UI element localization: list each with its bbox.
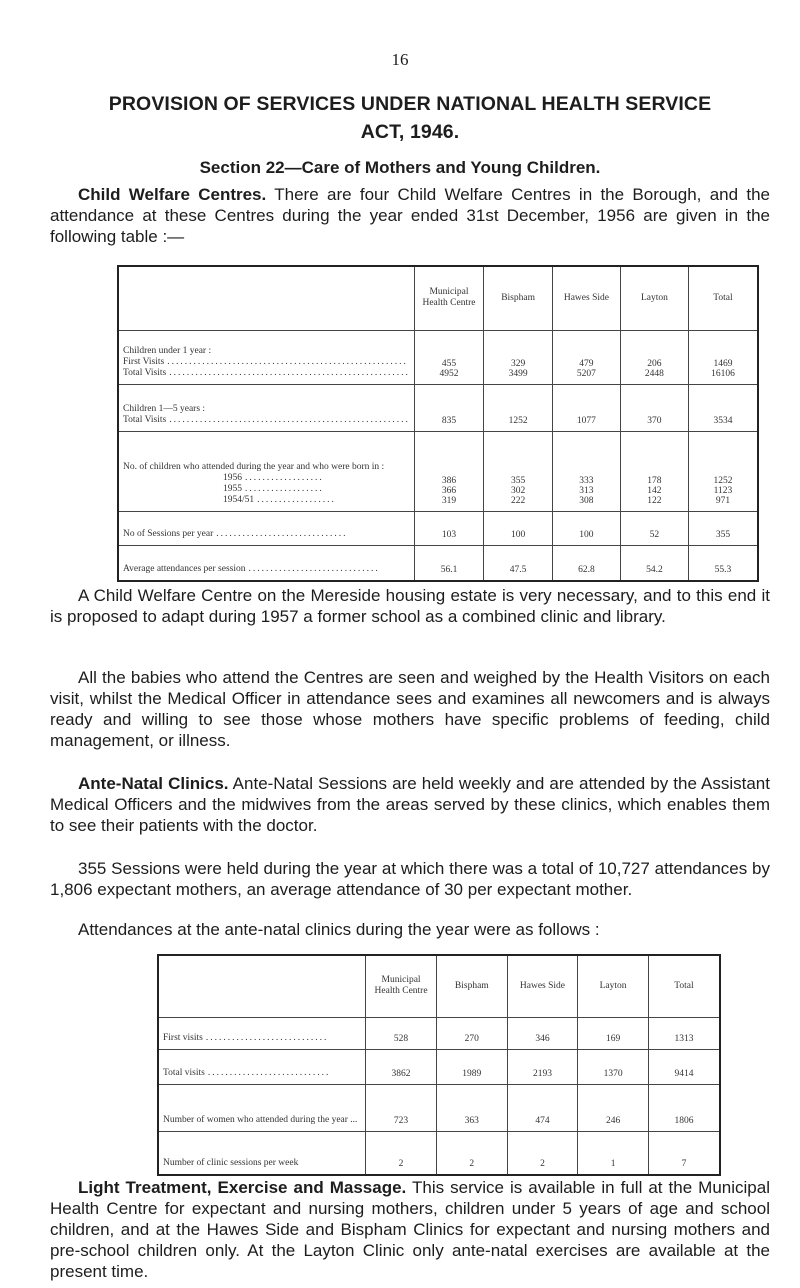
cell: 55.3 — [688, 545, 758, 581]
table-row — [118, 511, 758, 545]
child-welfare-lead: Child Welfare Centres. — [78, 185, 267, 204]
cell: 363 — [436, 1084, 507, 1131]
cell: 1077 — [552, 384, 620, 431]
cell: 54.2 — [620, 545, 688, 581]
cell: 723 — [366, 1084, 437, 1131]
cell: 100 — [484, 511, 553, 545]
cell: 206 2448 — [620, 330, 688, 384]
header-bispham: Bispham — [484, 266, 553, 330]
row-label: First visits ............................ — [158, 1017, 366, 1049]
child-welfare-text: There are four Child Welfare Centres in the Borough, and the attendance at these Centres during the year ended 31st December, 1956 are given in the following table :— — [50, 185, 771, 246]
cell: 386 366 319 — [414, 431, 483, 511]
table-row — [158, 1131, 720, 1175]
cell: 1 — [578, 1131, 649, 1175]
cell: 2 — [366, 1131, 437, 1175]
cell: 528 — [366, 1017, 437, 1049]
cell: 7 — [648, 1131, 720, 1175]
table-row — [118, 384, 758, 431]
row-label: Children 1—5 years : Total Visits ....................................................... — [118, 384, 414, 431]
cell: 1252 1123 971 — [688, 431, 758, 511]
cell: 1252 — [484, 384, 553, 431]
cell: 329 3499 — [484, 330, 553, 384]
babies-paragraph: All the babies who attend the Centres are seen and weighed by the Health Visitors on each visit, whilst the Medical Officer in attendance sees and examines all newcomers and is always ready and willing to see those whose mothers have specific problems of feeding, child management, or illness. — [50, 668, 770, 750]
cell: 9414 — [648, 1049, 720, 1084]
header-hawes-side: Hawes Side — [507, 955, 578, 1017]
table-row — [158, 1084, 720, 1131]
document-heading: PROVISION OF SERVICES UNDER NATIONAL HEALTH SERVICE ACT, 1946. — [108, 93, 712, 143]
cell: 1989 — [436, 1049, 507, 1084]
light-treatment-lead: Light Treatment, Exercise and Massage. — [78, 1178, 407, 1197]
cell: 3862 — [366, 1049, 437, 1084]
row-label: No. of children who attended during the year and who were born in : 1956 .................. 1955 .................. 1954/51 .................. — [118, 431, 414, 511]
row-label-total-visits: Total Visits — [123, 367, 167, 378]
header-municipal: Municipal Health Centre — [414, 266, 483, 330]
sessions-paragraph: 355 Sessions were held during the year at which there was a total of 10,727 attendances by 1,806 expectant mothers, an average attendance of 30 per expectant mother. — [50, 859, 770, 899]
cell: 3534 — [688, 384, 758, 431]
light-treatment-paragraph: Light Treatment, Exercise and Massage. This service is available in full at the Municipal Health Centre for expectant and nursing mothers, children under 5 years of age and school children, and at the Hawes Side and Bispham Clinics for expectant and nursing mothers and pre-school children only. At the Layton Clinic only ante-natal exercises are available at the present time. — [50, 1178, 770, 1281]
cell: 370 — [620, 384, 688, 431]
header-bispham: Bispham — [436, 955, 507, 1017]
cell: 103 — [414, 511, 483, 545]
cell: 355 302 222 — [484, 431, 553, 511]
row-label: Number of women who attended during the year ... — [158, 1084, 366, 1131]
cell: 1806 — [648, 1084, 720, 1131]
header-total: Total — [688, 266, 758, 330]
ante-natal-paragraph: Ante-Natal Clinics. Ante-Natal Sessions are held weekly and are attended by the Assistant Medical Officers and the midwives from the areas served by these clinics, which enables them to see their patients with the doctor. — [50, 774, 770, 835]
cell: 246 — [578, 1084, 649, 1131]
table-row — [118, 330, 758, 384]
cell: 1313 — [648, 1017, 720, 1049]
cell: 835 — [414, 384, 483, 431]
cell: 47.5 — [484, 545, 553, 581]
header-hawes-side: Hawes Side — [552, 266, 620, 330]
group-label: Children under 1 year : — [123, 345, 212, 356]
mereside-paragraph: A Child Welfare Centre on the Mereside housing estate is very necessary, and to this end it is proposed to adapt during 1957 a former school as a combined clinic and library. — [50, 586, 770, 626]
cell: 2193 — [507, 1049, 578, 1084]
table-row — [118, 545, 758, 581]
table-header-row — [118, 266, 758, 330]
group-label: No. of children who attended during the year and who were born in : — [123, 461, 385, 472]
cell: 333 313 308 — [552, 431, 620, 511]
header-layton: Layton — [620, 266, 688, 330]
table-row — [118, 431, 758, 511]
cell: 1469 16106 — [688, 330, 758, 384]
cell: 479 5207 — [552, 330, 620, 384]
cell: 270 — [436, 1017, 507, 1049]
row-label: Total visits ............................ — [158, 1049, 366, 1084]
row-label: Number of clinic sessions per week — [158, 1131, 366, 1175]
table-header-row — [158, 955, 720, 1017]
cell: 1370 — [578, 1049, 649, 1084]
cell: 2 — [436, 1131, 507, 1175]
header-blank — [118, 266, 414, 330]
header-municipal: Municipal Health Centre — [366, 955, 437, 1017]
table-row — [158, 1017, 720, 1049]
row-label: Children under 1 year : First Visits ....................................................... Total Visits ....................................................... — [118, 330, 414, 384]
row-label-first-visits: First Visits — [123, 356, 165, 367]
cell: 355 — [688, 511, 758, 545]
page-number: 16 — [391, 50, 409, 69]
child-welfare-table — [117, 265, 759, 582]
header-blank — [158, 955, 366, 1017]
section-title: Section 22—Care of Mothers and Young Children. — [199, 158, 601, 177]
child-welfare-paragraph — [50, 184, 770, 247]
cell: 2 — [507, 1131, 578, 1175]
cell: 455 4952 — [414, 330, 483, 384]
cell: 56.1 — [414, 545, 483, 581]
header-total: Total — [648, 955, 720, 1017]
group-label: Children 1—5 years : — [123, 403, 206, 414]
table-row — [158, 1049, 720, 1084]
cell: 62.8 — [552, 545, 620, 581]
header-layton: Layton — [578, 955, 649, 1017]
cell: 52 — [620, 511, 688, 545]
cell: 169 — [578, 1017, 649, 1049]
cell: 178 142 122 — [620, 431, 688, 511]
ante-natal-table — [157, 954, 721, 1176]
cell: 100 — [552, 511, 620, 545]
attendances-intro: Attendances at the ante-natal clinics during the year were as follows : — [78, 920, 600, 939]
ante-natal-lead: Ante-Natal Clinics. — [78, 774, 229, 793]
row-label: No of Sessions per year .............................. — [118, 511, 414, 545]
row-label: Average attendances per session .............................. — [118, 545, 414, 581]
cell: 346 — [507, 1017, 578, 1049]
cell: 474 — [507, 1084, 578, 1131]
